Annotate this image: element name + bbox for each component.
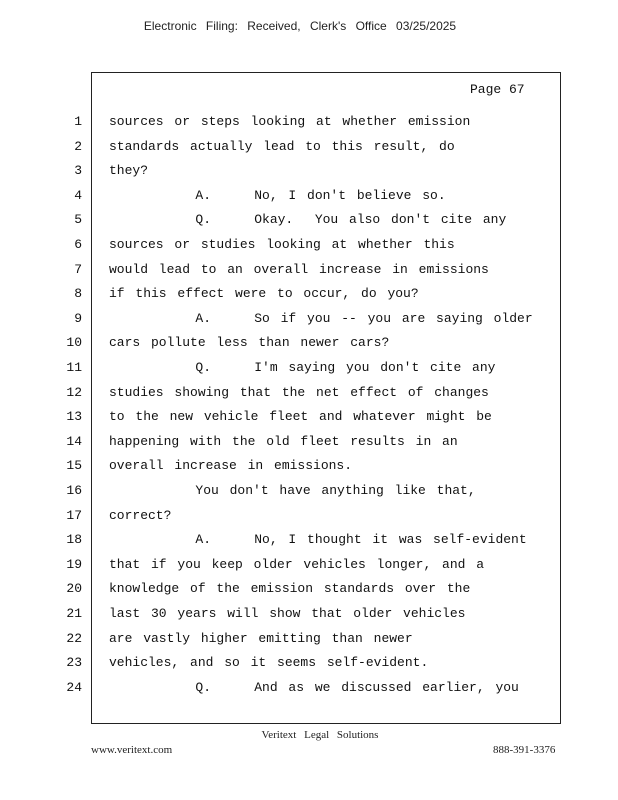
line-text: sources or studies looking at whether this <box>109 237 455 252</box>
line-text: vehicles, and so it seems self-evident. <box>109 655 429 671</box>
transcript-line <box>0 653 560 673</box>
transcript-line <box>0 407 560 427</box>
line-text: if this effect were to occur, do you? <box>109 286 419 302</box>
line-text: would lead to an overall increase in emissions <box>109 261 489 277</box>
footer-phone: 888-391-3376 <box>493 744 556 756</box>
line-number: 14 <box>66 433 82 449</box>
line-number: 8 <box>74 286 82 302</box>
line-text: Q. And as we discussed earlier, you <box>109 679 519 695</box>
line-text: that if you keep older vehicles longer, and a <box>109 556 485 572</box>
transcript-line <box>0 284 560 304</box>
filing-stamp-header: Electronic Filing: Received, Clerk's Office 03/25/2025 <box>143 19 457 33</box>
line-number: 15 <box>66 458 82 474</box>
line-text: You don't have anything like that, <box>109 483 476 498</box>
footer-website: www.veritext.com <box>91 744 173 756</box>
line-text: they? <box>109 163 149 179</box>
transcript-line <box>0 112 560 132</box>
transcript-line <box>0 432 560 452</box>
page-number: Page 67 <box>470 82 525 97</box>
line-text: Q. Okay. You also don't cite any <box>109 212 507 228</box>
line-text: last 30 years will show that older vehicles <box>109 606 466 621</box>
line-number: 17 <box>66 507 82 523</box>
transcript-line <box>0 333 560 353</box>
transcript-line <box>0 383 560 403</box>
line-text: overall increase in emissions. <box>109 458 353 474</box>
line-text: Q. I'm saying you don't cite any <box>109 360 496 375</box>
transcript-line <box>0 530 560 550</box>
transcript-line <box>0 456 560 476</box>
line-number: 22 <box>66 630 82 646</box>
line-number: 23 <box>66 655 82 671</box>
line-text: to the new vehicle fleet and whatever might be <box>109 409 492 425</box>
line-text: correct? <box>109 507 172 523</box>
line-number: 19 <box>66 556 82 572</box>
line-text: A. No, I don't believe so. <box>109 187 446 203</box>
transcript-line <box>0 604 560 624</box>
transcript-line <box>0 358 560 378</box>
line-number: 6 <box>74 237 82 252</box>
transcript-line <box>0 629 560 649</box>
line-number: 9 <box>74 310 82 326</box>
line-number: 5 <box>74 212 82 228</box>
line-number: 18 <box>66 532 82 548</box>
line-number: 24 <box>66 679 82 695</box>
transcript-line <box>0 137 560 157</box>
transcript-line <box>0 309 560 329</box>
line-number: 21 <box>66 606 82 621</box>
line-number: 2 <box>74 138 82 154</box>
line-number: 10 <box>66 335 82 351</box>
transcript-line <box>0 481 560 501</box>
line-number: 4 <box>74 187 82 203</box>
transcript-line <box>0 506 560 526</box>
line-number: 3 <box>74 163 82 179</box>
line-number: 1 <box>74 114 82 129</box>
line-number: 12 <box>66 384 82 400</box>
line-text: standards actually lead to this result, do <box>109 138 455 154</box>
transcript-line <box>0 555 560 575</box>
transcript-line <box>0 210 560 230</box>
line-text: knowledge of the emission standards over the <box>109 581 471 597</box>
line-number: 13 <box>66 409 82 425</box>
transcript-line <box>0 161 560 181</box>
line-text: sources or steps looking at whether emission <box>109 114 471 129</box>
line-number: 7 <box>74 261 82 277</box>
footer-company: Veritext Legal Solutions <box>261 729 379 741</box>
transcript-line <box>0 678 560 698</box>
line-number: 20 <box>66 581 82 597</box>
line-number: 16 <box>66 483 82 498</box>
transcript-line <box>0 186 560 206</box>
line-text: A. No, I thought it was self-evident <box>109 532 527 548</box>
line-text: are vastly higher emitting than newer <box>109 630 413 646</box>
transcript-line <box>0 260 560 280</box>
line-number: 11 <box>66 360 82 375</box>
transcript-line <box>0 235 560 255</box>
line-text: A. So if you -- you are saying older <box>109 310 533 326</box>
transcript-line <box>0 579 560 599</box>
line-text: happening with the old fleet results in an <box>109 433 458 449</box>
line-text: studies showing that the net effect of changes <box>109 384 489 400</box>
line-text: cars pollute less than newer cars? <box>109 335 390 351</box>
